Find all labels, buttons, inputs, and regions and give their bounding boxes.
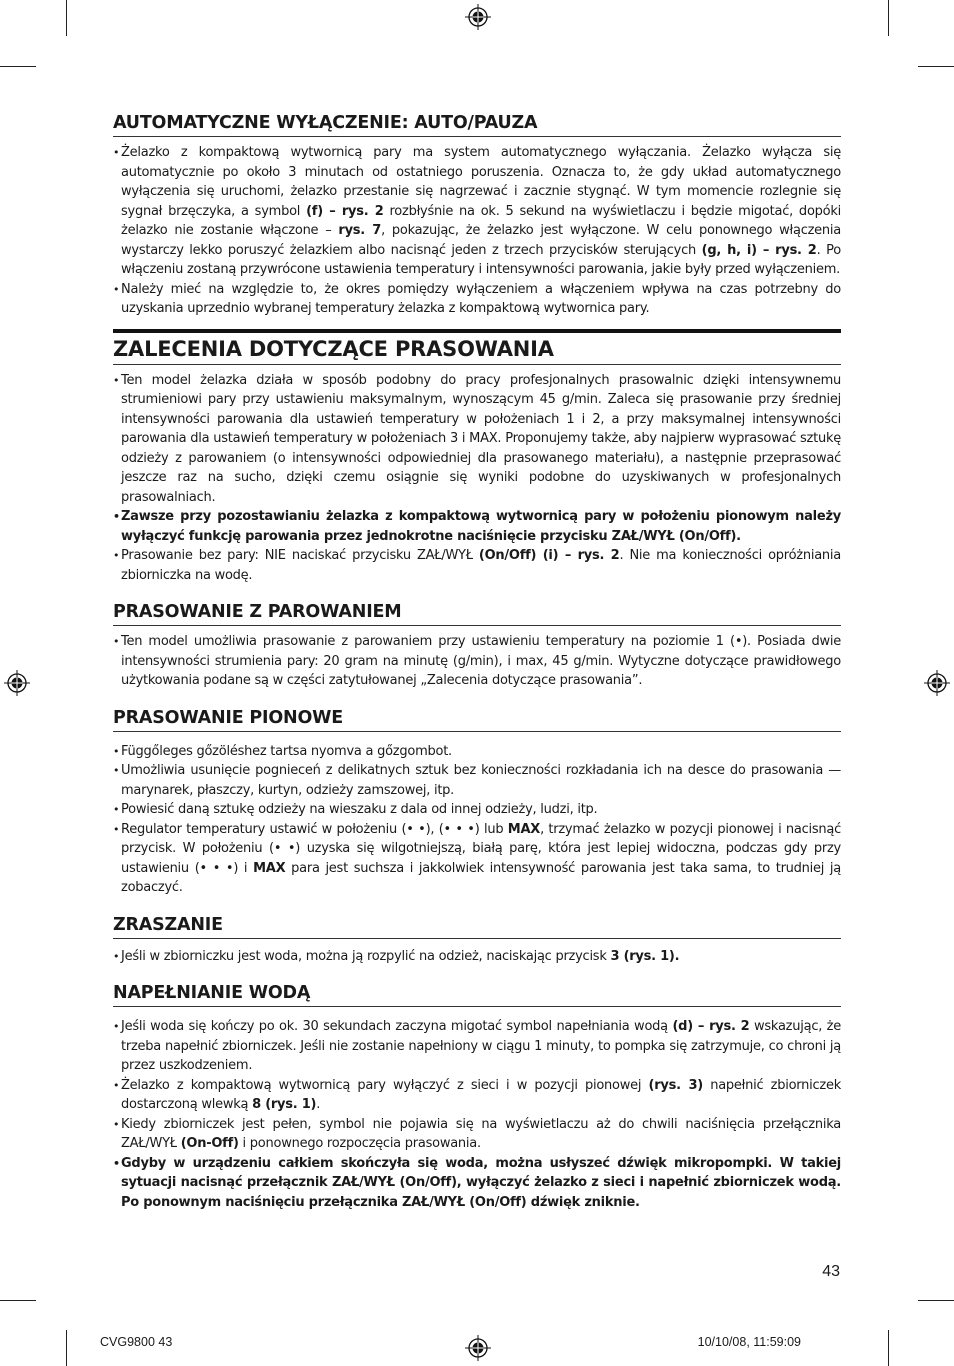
text-run: Jeśli w zbiorniczku jest woda, można ją rozpylić na odzież, naciskając przycisk [121, 948, 611, 964]
section-title: NAPEŁNIANIE WODĄ [113, 982, 841, 1007]
bullet-list [113, 371, 841, 586]
bold-ref: (d) – rys. 2 [672, 1019, 750, 1034]
bold-ref: 8 (rys. 1) [252, 1097, 317, 1112]
crop-mark [0, 1300, 36, 1301]
text-run: para jest suchsza i jakkolwiek intensywność parowania jest taka sama, to trudniej ją zobaczyć. [121, 860, 841, 895]
crop-mark [0, 66, 36, 67]
list-item [113, 143, 841, 280]
bold-ref: (g, h, i) – rys. 2 [701, 242, 817, 258]
section-recommendations [113, 329, 841, 586]
section-water-filling [113, 982, 841, 1212]
crop-mark [66, 1330, 67, 1366]
bold-ref: (rys. 3) [648, 1077, 703, 1093]
list-item [113, 546, 841, 585]
text-run: Kiedy zbiorniczek jest pełen, symbol nie pojawia się na wyświetlaczu aż do chwili naciśnięcia przełącznika ZAŁ/WYŁ [121, 1116, 841, 1151]
text-run: , trzymać żelazko w pozycji pionowej i nacisnąć przycisk. W położeniu (• •) uzyska się wilgotniejszą, białą parę, która jest lepiej widoczna, podczas gdy przy ustawieniu (• • •) i [121, 821, 841, 876]
crop-mark [888, 1330, 889, 1366]
bullet-list [113, 742, 841, 898]
list-item: • Függőleges gőzöléshez tartsa nyomva a gőzgombot. [113, 742, 841, 762]
registration-mark-icon [465, 1335, 491, 1361]
section-steam-ironing [113, 601, 841, 691]
list-item [113, 1115, 841, 1154]
page-number: 43 [822, 1263, 840, 1280]
text-run: wskazując, że trzeba napełnić zbiorniczek. Jeśli nie zostanie napełniony w ciągu 1 minuty, to pompka się zatrzymuje, co chroni ją przez uszkodzeniem. [121, 1019, 841, 1073]
list-item [113, 1076, 841, 1115]
text-run: napełnić zbiorniczek dostarczoną wlewką [121, 1077, 841, 1112]
bold-ref: rys. 7 [338, 223, 382, 238]
section-title: PRASOWANIE Z PAROWANIEM [113, 601, 841, 626]
bold-ref: (f) – rys. 2 [306, 203, 384, 219]
registration-mark-icon [465, 4, 491, 30]
list-item: • Ten model umożliwia prasowanie z parowaniem przy ustawieniu temperatury na poziomie 1 (•). Posiada dwie intensywności strumienia pary: 20 gram na minutę (g/min), i max, 45 g/min. Wytyczne dotyczące prawidłowego użytkowania podane są w części zatytułowanej „Zalecenia dotyczące prasowania”. [113, 632, 841, 691]
text-run: rozbłyśnie na ok. 5 sekund na wyświetlaczu i będzie migotać, dopóki żelazko nie zostanie włączone – [121, 203, 841, 238]
crop-mark [918, 66, 954, 67]
list-item [113, 947, 841, 967]
bullet-list [113, 632, 841, 691]
section-spraying [113, 914, 841, 967]
list-item: • Powiesić daną sztukę odzieży na wieszaku z dala od innej odzieży, ludzi, itp. [113, 800, 841, 820]
list-item: • Należy mieć na względzie to, że okres pomiędzy wyłączeniem a włączeniem wpływa na czas potrzebny do uzyskania uprzednio wybranej temperatury żelazka z kompaktową wytwornica pary. [113, 280, 841, 319]
list-item: • Gdyby w urządzeniu całkiem skończyła się woda, można usłyszeć dźwięk mikropompki. W takiej sytuacji nacisnąć przełącznik ZAŁ/WYŁ (On/Off), wyłączyć żelazko z sieci i napełnić zbiorniczek wodą. Po ponownym naciśnięciu przełącznika ZAŁ/WYŁ (On/Off) dźwięk zniknie. [113, 1154, 841, 1213]
section-title: PRASOWANIE PIONOWE [113, 707, 841, 732]
section-title: ZRASZANIE [113, 914, 841, 939]
list-item: • Umożliwia usunięcie pognieceń z delikatnych sztuk bez konieczności rozkładania ich na desce do prasowania — marynarek, płaszczy, kurtyn, odzieży zamszowej, itp. [113, 761, 841, 800]
text-run: Prasowanie bez pary: NIE naciskać przycisku ZAŁ/WYŁ [121, 548, 479, 563]
bold-ref: (On-Off) [180, 1136, 239, 1151]
bold-ref: (On/Off) (i) – rys. 2 [478, 548, 620, 563]
bullet-list [113, 143, 841, 319]
section-auto-off [113, 112, 841, 319]
footer-left: CVG9800 43 [100, 1335, 173, 1349]
list-item: • Zawsze przy pozostawianiu żelazka z kompaktową wytwornicą pary w położeniu pionowym należy wyłączyć funkcję parowania przez jednokrotne naciśnięcie przycisku ZAŁ/WYŁ (On/Off). [113, 507, 841, 546]
bullet-list [113, 1017, 841, 1212]
footer-right: 10/10/08, 11:59:09 [697, 1335, 801, 1349]
text-run: Jeśli woda się kończy po ok. 30 sekundach zaczyna migotać symbol napełniania wodą [121, 1019, 673, 1034]
text-run: . [316, 1097, 321, 1112]
text-run: . Nie ma konieczności opróżniania zbiorniczka na wodę. [121, 548, 841, 583]
text-run: Żelazko z kompaktową wytwornicą pary wyłączyć z sieci i w pozycji pionowej [121, 1077, 649, 1093]
bold-ref: MAX [507, 821, 541, 837]
bold-ref: MAX [253, 860, 286, 876]
registration-mark-icon [4, 670, 30, 696]
page-content [113, 112, 841, 1212]
text-run: . Po włączeniu zostaną przywrócone ustawienia temperatury i intensywności parowania, jakie były przed wyłączeniem. [121, 242, 841, 277]
text-run: , pokazując, że żelazko jest wyłączone. W celu ponownego włączenia wystarczy lekko poruszyć żelazkiem albo nacisnąć jeden z trzech przycisków sterujących [121, 223, 841, 258]
text-run: Regulator temperatury ustawić w położeniu (• •), (• • •) lub [121, 821, 508, 837]
crop-mark [918, 1300, 954, 1301]
bold-ref: 3 (rys. 1). [610, 948, 680, 964]
crop-mark [888, 0, 889, 36]
section-vertical-ironing [113, 707, 841, 898]
text-run: i ponownego rozpoczęcia prasowania. [238, 1136, 481, 1151]
bullet-list [113, 947, 841, 967]
list-item [113, 1017, 841, 1076]
section-title: ZALECENIA DOTYCZĄCE PRASOWANIA [113, 329, 841, 365]
registration-mark-icon [924, 670, 950, 696]
section-title: AUTOMATYCZNE WYŁĄCZENIE: AUTO/PAUZA [113, 112, 841, 137]
crop-mark [66, 0, 67, 36]
list-item: • Ten model żelazka działa w sposób podobny do pracy profesjonalnych prasowalnic dzięki intensywnemu strumieniowi pary przy ustawieniu maksymalnym, wynoszącym 45 g/min. Zaleca się prasowanie przy średniej intensywności parowania dla ustawień temperatury w położeniach 1 i 2, a przy maksymalnej intensywności parowania dla ustawień temperatury w położeniach 3 i MAX. Proponujemy także, aby najpierw wyprasować sztukę odzieży z parowaniem (o intensywności odpowiedniej dla prasowanego materiału), a następnie przeprasować jeszcze raz na sucho, dzięki czemu osiągnie się wyniki podobne do uzyskiwanych w profesjonalnych prasowalniach. [113, 371, 841, 508]
text-run: Żelazko z kompaktową wytwornicą pary ma system automatycznego wyłączania. Żelazko wyłącza się automatycznie po około 3 minutach od ostatniego poruszenia. Oznacza to, że gdy układ automatycznego wyłączenia się uruchomi, żelazko przestanie się nagrzewać i zacznie stygnąć. W tym momencie rozlegnie się sygnał brzęczyka, a symbol [121, 145, 841, 219]
list-item [113, 820, 841, 898]
